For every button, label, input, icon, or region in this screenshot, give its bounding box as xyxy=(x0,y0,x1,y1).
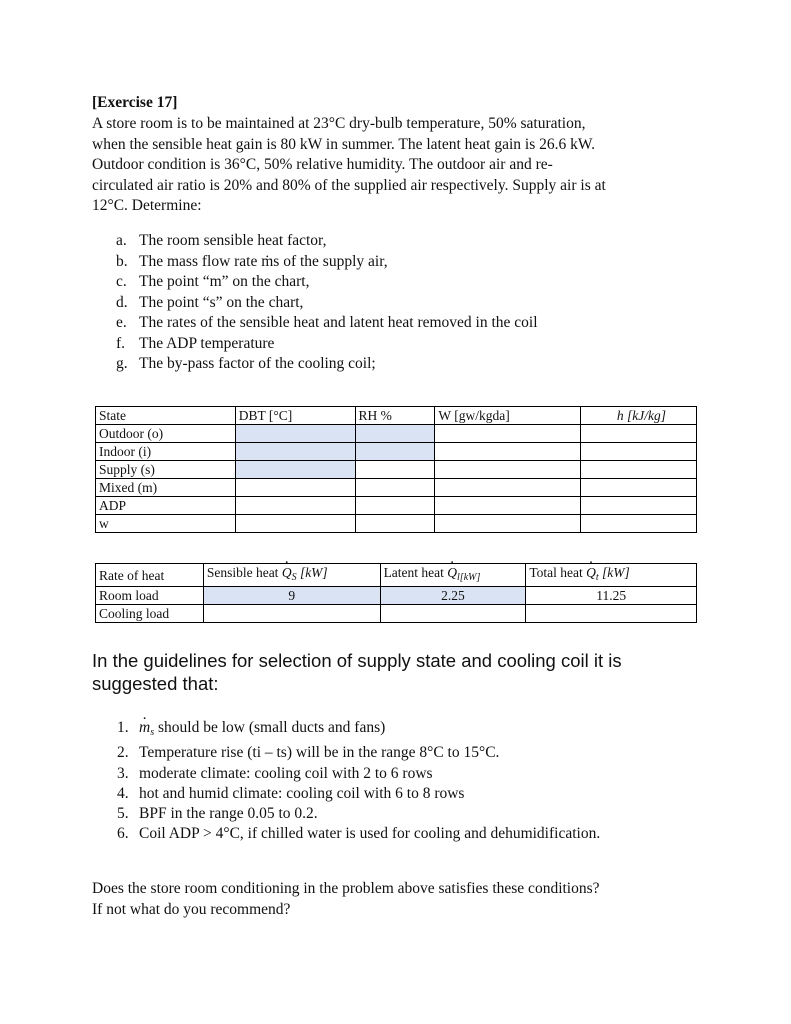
header-state: State xyxy=(96,407,236,425)
statement-line: Outdoor condition is 36°C, 50% relative humidity. The outdoor air and re- xyxy=(92,156,553,173)
guideline-marker: 1. xyxy=(117,719,129,736)
guideline-marker: 4. xyxy=(117,784,129,802)
guideline-list xyxy=(117,718,600,845)
table-row xyxy=(96,443,697,461)
closing-question xyxy=(92,879,600,920)
question-item xyxy=(116,334,538,355)
question-text: The rates of the sensible heat and latent heat removed in the coil xyxy=(139,314,538,331)
state-label: Outdoor (o) xyxy=(96,425,236,443)
guideline-text: moderate climate: cooling coil with 2 to 6 rows xyxy=(139,764,433,782)
w-cell xyxy=(435,515,581,533)
header-w: W [gw/kgda] xyxy=(435,407,581,425)
dbt-cell xyxy=(235,497,355,515)
question-marker: c. xyxy=(116,273,127,290)
question-text: The ADP temperature xyxy=(139,334,275,352)
header-h: h [kJ/kg] xyxy=(581,407,697,425)
guideline-text: BPF in the range 0.05 to 0.2. xyxy=(139,805,318,823)
ms-symbol: · $m_s$ xyxy=(139,718,158,743)
guideline-marker: 3. xyxy=(117,764,129,782)
state-label: Supply (s) xyxy=(96,461,236,479)
problem-statement xyxy=(92,114,707,217)
rh-cell xyxy=(355,515,435,533)
header-total: Total heat · $Q_t$ [kW] xyxy=(526,564,697,587)
question-list xyxy=(116,231,538,375)
header-total-label: Total heat xyxy=(529,565,583,580)
question-item xyxy=(116,313,538,334)
header-sensible-label: Sensible heat xyxy=(206,565,279,580)
question-marker: e. xyxy=(116,314,127,331)
guideline-item xyxy=(117,743,600,763)
question-item xyxy=(116,252,538,273)
total-cell: 11.25 xyxy=(526,587,697,605)
w-cell xyxy=(435,425,581,443)
dbt-cell xyxy=(235,515,355,533)
question-text: The by-pass factor of the cooling coil; xyxy=(139,355,376,372)
table-header-row xyxy=(96,407,697,425)
w-cell xyxy=(435,461,581,479)
guideline-marker: 6. xyxy=(117,825,129,843)
header-latent-label: Latent heat xyxy=(383,565,444,580)
question-marker: d. xyxy=(116,293,128,311)
rh-cell xyxy=(355,461,435,479)
table-row xyxy=(96,479,697,497)
rh-cell xyxy=(355,479,435,497)
w-cell xyxy=(435,443,581,461)
header-rate-of-heat: Rate of heat xyxy=(96,564,204,587)
header-latent: Latent heat · $Q_{l[kW]}$ xyxy=(380,564,526,587)
question-text: The mass flow rate ṁs of the supply air, xyxy=(139,252,388,270)
state-label: Indoor (i) xyxy=(96,443,236,461)
guidelines-heading xyxy=(92,649,692,695)
table-row xyxy=(96,515,697,533)
guideline-marker: 2. xyxy=(117,744,129,762)
question-item xyxy=(116,272,538,293)
state-label: ADP xyxy=(96,497,236,515)
statement-line: circulated air ratio is 20% and 80% of the supplied air respectively. Supply air is at xyxy=(92,176,606,194)
guideline-text: hot and humid climate: cooling coil with 6 to 8 rows xyxy=(139,784,465,802)
state-label: Mixed (m) xyxy=(96,479,236,497)
table-row xyxy=(96,605,697,623)
row-label: Room load xyxy=(96,587,204,605)
guideline-text: should be low (small ducts and fans) xyxy=(157,719,386,736)
table-header-row xyxy=(96,564,697,587)
closing-line: Does the store room conditioning in the problem above satisfies these conditions? xyxy=(92,880,600,897)
guideline-item xyxy=(117,824,600,844)
table-row xyxy=(96,497,697,515)
rh-cell xyxy=(355,443,435,461)
h-cell xyxy=(581,461,697,479)
exercise-title: [Exercise 17] xyxy=(92,94,178,111)
rh-cell xyxy=(355,425,435,443)
question-marker: f. xyxy=(116,334,126,352)
statement-line: when the sensible heat gain is 80 kW in summer. The latent heat gain is 26.6 kW. xyxy=(92,135,595,153)
statement-line: A store room is to be maintained at 23°C dry-bulb temperature, 50% saturation, xyxy=(92,115,586,132)
header-sensible: Sensible heat · $Q_S$ [kW] xyxy=(203,564,380,587)
statement-line: 12°C. Determine: xyxy=(92,197,202,214)
h-cell xyxy=(581,479,697,497)
guidelines-heading-line: In the guidelines for selection of supply state and cooling coil it is xyxy=(92,650,622,671)
w-cell xyxy=(435,497,581,515)
dbt-cell xyxy=(235,461,355,479)
state-table xyxy=(95,406,697,533)
question-text: The point “m” on the chart, xyxy=(139,273,310,290)
h-cell xyxy=(581,443,697,461)
guideline-marker: 5. xyxy=(117,805,129,823)
row-label: Cooling load xyxy=(96,605,204,623)
total-cell xyxy=(526,605,697,623)
guideline-item xyxy=(117,784,600,804)
state-label: w xyxy=(96,515,236,533)
question-text: The point “s” on the chart, xyxy=(139,293,304,311)
table-row xyxy=(96,587,697,605)
question-marker: g. xyxy=(116,355,128,372)
guideline-text: Coil ADP > 4°C, if chilled water is used for cooling and dehumidification. xyxy=(139,825,601,843)
w-cell xyxy=(435,479,581,497)
question-marker: a. xyxy=(116,232,127,249)
guideline-item xyxy=(117,804,600,824)
sensible-cell: 9 xyxy=(203,587,380,605)
question-item xyxy=(116,293,538,314)
h-cell xyxy=(581,515,697,533)
latent-cell xyxy=(380,605,526,623)
h-cell xyxy=(581,497,697,515)
dbt-cell xyxy=(235,443,355,461)
question-item xyxy=(116,354,538,375)
question-marker: b. xyxy=(116,252,128,270)
guideline-item xyxy=(117,718,600,743)
header-dbt: DBT [°C] xyxy=(235,407,355,425)
header-rh: RH % xyxy=(355,407,435,425)
table-row xyxy=(96,461,697,479)
guideline-item xyxy=(117,764,600,784)
closing-line: If not what do you recommend? xyxy=(92,900,291,918)
table-row xyxy=(96,425,697,443)
guideline-text: Temperature rise (ti – ts) will be in the range 8°C to 15°C. xyxy=(139,744,500,762)
sensible-cell xyxy=(203,605,380,623)
rh-cell xyxy=(355,497,435,515)
latent-cell: 2.25 xyxy=(380,587,526,605)
dbt-cell xyxy=(235,479,355,497)
heat-table xyxy=(95,563,697,623)
h-cell xyxy=(581,425,697,443)
question-text: The room sensible heat factor, xyxy=(139,232,327,249)
dbt-cell xyxy=(235,425,355,443)
question-item xyxy=(116,231,538,252)
guidelines-heading-line: suggested that: xyxy=(92,673,219,694)
